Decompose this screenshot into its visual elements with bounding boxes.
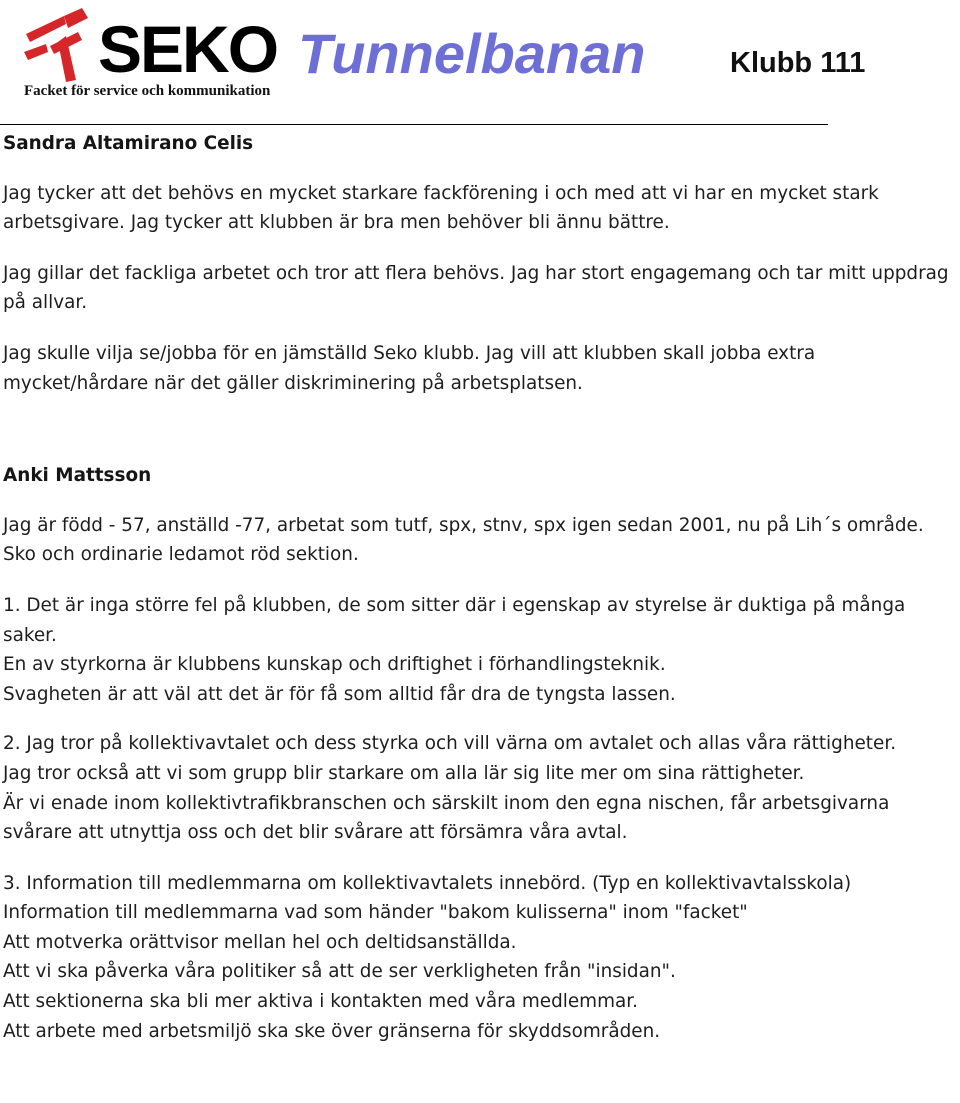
answer-line: Jag tror också att vi som grupp blir starkare om alla lär sig lite mer om sina rättigheter. [3, 762, 805, 784]
answer-line: Att arbete med arbetsmiljö ska ske över gränserna för skyddsområden. [3, 1020, 661, 1042]
answer-line: Är vi enade inom kollektivtrafikbranschen och särskilt inom den egna nischen, får arbetsgivarna svårare att utnyttja oss och det blir svårare att försämra våra avtal. [3, 792, 890, 844]
document-header [0, 0, 960, 128]
answer-line: Att vi ska påverka våra politiker så att de ser verkligheten från "insidan". [3, 961, 676, 983]
answer-line: 2. Jag tror på kollektivavtalet och dess styrka och vill värna om avtalet och allas våra rättigheter. [3, 733, 897, 755]
candidate-name-heading: Anki Mattsson [3, 465, 152, 487]
answer-line: Svagheten är att väl att det är för få som alltid får dra de tyngsta lassen. [3, 683, 676, 705]
paragraph: Jag skulle vilja se/jobba för en jämställd Seko klubb. Jag vill att klubben skall jobba extra mycket/hårdare när det gäller diskriminering på arbetsplatsen. [3, 342, 816, 394]
answer-line: Information till medlemmarna vad som händer "bakom kulisserna" inom "facket" [3, 902, 748, 924]
answer-line: 3. Information till medlemmarna om kollektivavtalets innebörd. (Typ en kollektivavtalsskola) [3, 872, 852, 894]
header-divider [0, 124, 828, 125]
paragraph: Jag är född - 57, anställd -77, arbetat som tutf, spx, stnv, spx igen sedan 2001, nu på Lih´s område. Sko och ordinarie ledamot röd sektion. [3, 514, 924, 566]
answer-line: Att motverka orättvisor mellan hel och deltidsanställda. [3, 931, 517, 953]
answer-line: 1. Det är inga större fel på klubben, de som sitter där i egenskap av styrelse är duktiga på många saker. [3, 594, 906, 646]
banner-title: Tunnelbanan [298, 22, 646, 85]
answer-line: En av styrkorna är klubbens kunskap och driftighet i förhandlingsteknik. [3, 654, 666, 676]
seko-logo-icon [20, 6, 96, 82]
answer-line: Att sektionerna ska bli mer aktiva i kontakten med våra medlemmar. [3, 991, 638, 1013]
document-body [3, 129, 953, 1046]
logo-tagline: Facket för service och kommunikation [24, 83, 271, 99]
banner-club-label: Klubb 111 [730, 47, 866, 79]
logo-wordmark: SEKO [98, 12, 278, 86]
paragraph: Jag tycker att det behövs en mycket starkare fackförening i och med att vi har en mycket stark arbetsgivare. Jag tycker att klubben är bra men behöver bli ännu bättre. [3, 182, 879, 234]
paragraph: Jag gillar det fackliga arbetet och tror att flera behövs. Jag har stort engagemang och tar mitt uppdrag på allvar. [3, 262, 949, 314]
candidate-name-heading: Sandra Altamirano Celis [3, 133, 254, 154]
